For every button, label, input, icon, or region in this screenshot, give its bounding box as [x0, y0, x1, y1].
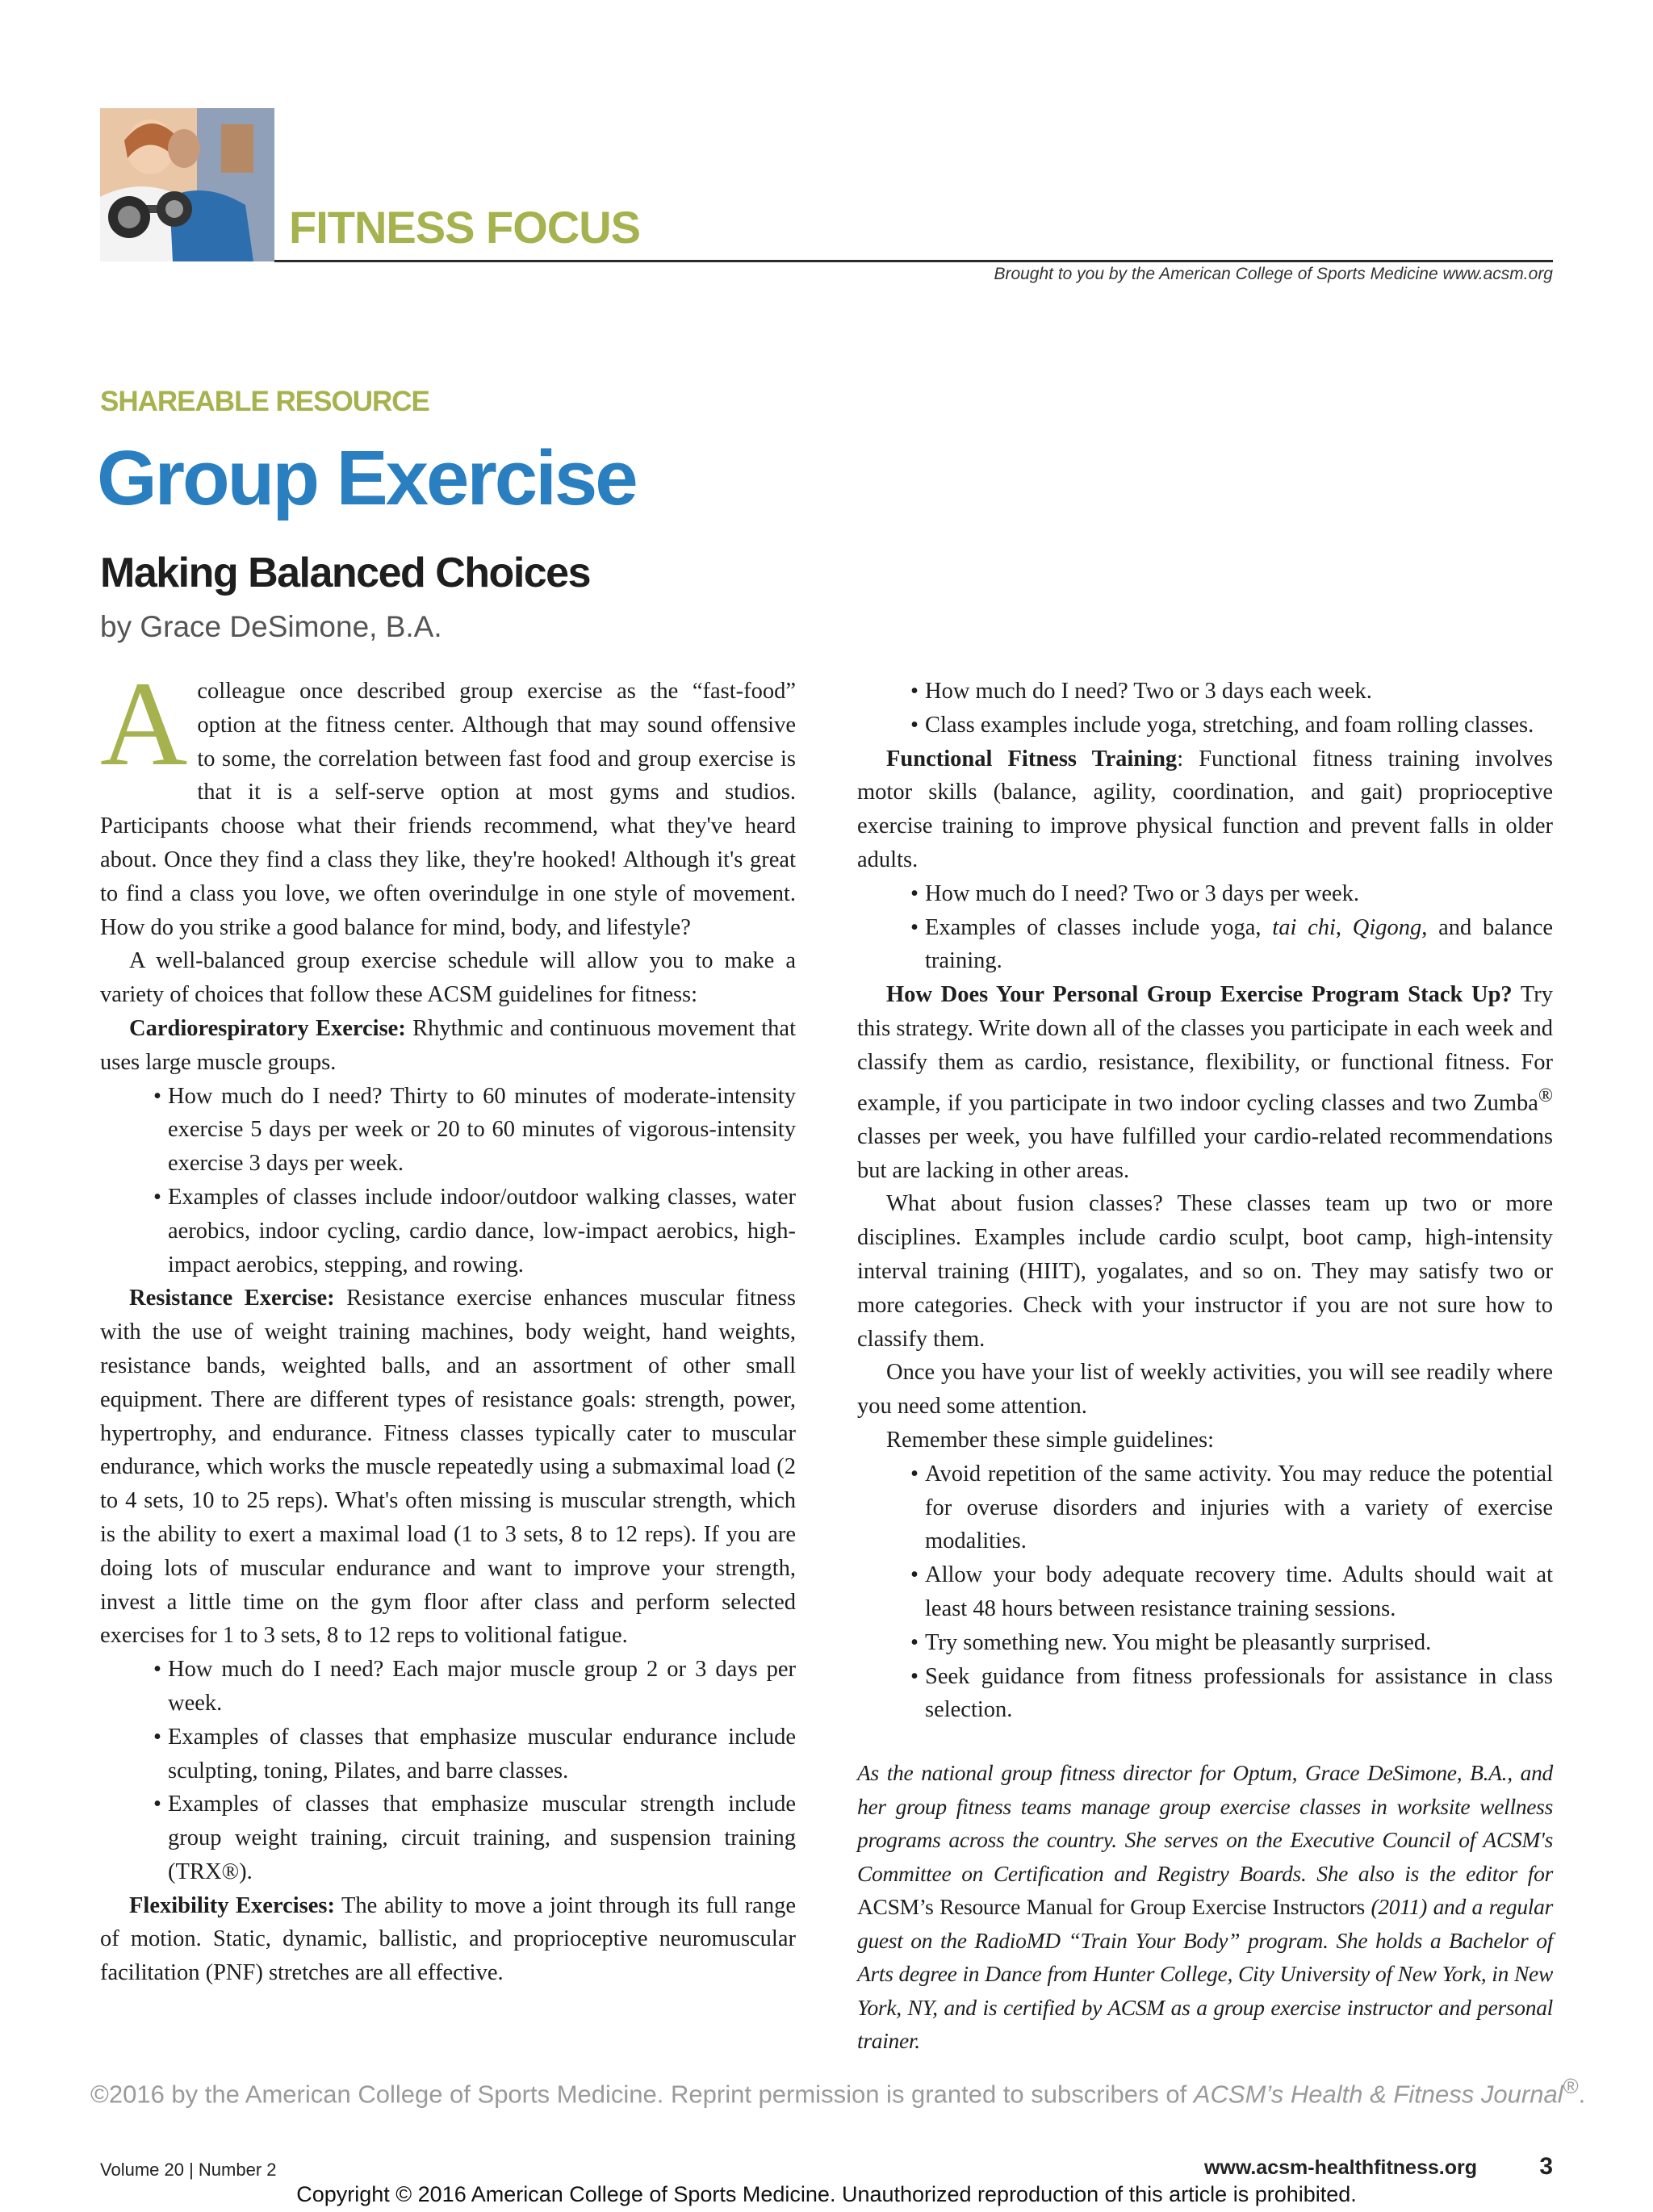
journal-website: www.acsm-healthfitness.org [1203, 2156, 1477, 2179]
cardio-heading: Cardiorespiratory Exercise: [129, 1015, 406, 1041]
list-item: • Try something new. You might be pleasantly surprised. [857, 1626, 1553, 1660]
list-item: • How much do I need? Two or 3 days each week. [857, 675, 1553, 709]
copyright-notice: Copyright © 2016 American College of Sports Medicine. Unauthorized reproduction of this article is prohibited. [296, 2182, 1357, 2206]
header-rule [274, 260, 1553, 262]
list-item: • Examples of classes that emphasize muscular endurance include sculpting, toning, Pilates, and barre classes. [100, 1721, 796, 1788]
resistance-heading: Resistance Exercise: [129, 1286, 335, 1311]
weekly-list-paragraph: Once you have your list of weekly activities, you will see readily where you need some attention. [857, 1360, 1553, 1420]
registered-mark: ® [1563, 2076, 1579, 2098]
flexibility-text: The ability to move a joint through its full range of motion. Static, dynamic, ballistic, and proprioceptive neuromuscular facilitation (PNF) stretches are all effective. [100, 1892, 796, 1986]
stack-up-heading: How Does Your Personal Group Exercise Program Stack Up? [886, 982, 1513, 1008]
paragraph-2: A well-balanced group exercise schedule will allow you to make a variety of choices that follow these ACSM guidelines for fitness: [100, 948, 796, 1008]
drop-cap: A [100, 657, 188, 791]
left-column [100, 657, 796, 1990]
article-byline: by Grace DeSimone, B.A. [100, 610, 442, 643]
resistance-list [100, 1653, 796, 1889]
list-item: • Class examples include yoga, stretching, and foam rolling classes. [857, 709, 1553, 742]
list-item-text: , [1335, 914, 1353, 940]
list-item [857, 911, 1553, 979]
brought-to-you-by: Brought to you by the American College of Sports Medicine www.acsm.org [994, 265, 1553, 283]
list-item-text: Examples of classes include yoga, [925, 914, 1273, 940]
bio-text: As the national group fitness director for Optum, Grace DeSimone, B.A., and her group fitness teams manage group exercise classes in worksite wellness programs across the country. She serves on the Executive Council of ACSM's Committee on Certification and Registry Boards. She also is the editor for [857, 1760, 1553, 1886]
functional-text: : Functional fitness training involves motor skills (balance, agility, coordination, and gait) proprioceptive exercise training to improve physical function and prevent falls in older adults. [857, 746, 1553, 872]
cardio-paragraph [100, 1012, 796, 1080]
right-column [857, 675, 1553, 2058]
cardio-list [100, 1080, 796, 1282]
list-item-text: , and balance training. [925, 914, 1553, 974]
cardio-text: Rhythmic and continuous movement that uses large muscle groups. [100, 1015, 796, 1075]
flexibility-heading: Flexibility Exercises: [129, 1892, 335, 1918]
qigong-term: Qigong [1352, 914, 1422, 940]
flexibility-paragraph [100, 1889, 796, 1990]
intro-paragraph [100, 657, 796, 944]
article-subtitle: Making Balanced Choices [100, 550, 591, 596]
stack-up-text: classes per week, you have fulfilled your cardio-related recommendations but are lacking in other areas. [857, 1123, 1553, 1183]
list-item: • Examples of classes that emphasize muscular strength include group weight training, circuit training, and suspension training (TRX®). [100, 1788, 796, 1888]
functional-heading: Functional Fitness Training [886, 746, 1178, 771]
fusion-paragraph: What about fusion classes? These classes team up two or more disciplines. Examples include cardio sculpt, boot camp, high-intensity interval training (HIIT), yogalates, and so on. They may satisfy two or more categories. Check with your instructor if you are not sure how to classify them. [857, 1191, 1553, 1352]
resistance-text: Resistance exercise enhances muscular fitness with the use of weight training machines, body weight, hand weights, resistance bands, weighted balls, and an assortment of other small equipment. There are different types of resistance goals: strength, power, hypertrophy, and endurance. Fitness classes typically cater to muscular endurance, which works the muscle repeatedly using a submaximal load (2 to 4 sets, 10 to 25 reps). What's often missing is muscular strength, which is the ability to exert a maximal load (1 to 3 sets, 8 to 12 reps). If you are doing lots of muscular endurance and want to improve your strength, invest a little time on the gym floor after class and perform selected exercises for 1 to 3 sets, 8 to 12 reps to volitional fatigue. [100, 1286, 796, 1649]
list-item: • Seek guidance from fitness professionals for assistance in class selection. [857, 1660, 1553, 1728]
list-item: • Allow your body adequate recovery time. Adults should wait at least 48 hours between resistance training sessions. [857, 1558, 1553, 1626]
reprint-copyright [90, 2076, 1586, 2109]
guidelines-intro: Remember these simple guidelines: [886, 1428, 1215, 1453]
journal-name: ACSM’s Health & Fitness Journal [1193, 2080, 1563, 2109]
header-photo [100, 108, 274, 261]
list-item: • How much do I need? Each major muscle group 2 or 3 days per week. [100, 1653, 796, 1721]
copyright-end: . [1578, 2080, 1586, 2109]
functional-paragraph [857, 742, 1553, 877]
stack-up-paragraph [857, 978, 1553, 1187]
copyright-text: ©2016 by the American College of Sports Medicine. Reprint permission is granted to subscribers of [90, 2080, 1194, 2109]
stack-up-text: Try this strategy. Write down all of the classes you participate in each week and classify them as cardio, resistance, flexibility, or functional fitness. For example, if you participate in two indoor cycling classes and two Zumba [857, 982, 1553, 1116]
guidelines-list [857, 1457, 1553, 1727]
author-bio [857, 1756, 1553, 2058]
list-item: • Examples of classes include indoor/outdoor walking classes, water aerobics, indoor cycling, cardio dance, low-impact aerobics, high-impact aerobics, stepping, and rowing. [100, 1181, 796, 1282]
list-item: • Avoid repetition of the same activity. You may reduce the potential for overuse disorders and injuries with a variety of exercise modalities. [857, 1457, 1553, 1558]
functional-list [857, 877, 1553, 978]
flexibility-list [857, 675, 1553, 742]
volume-number: Volume 20 | Number 2 [100, 2160, 277, 2180]
section-kicker: SHAREABLE RESOURCE [100, 386, 429, 417]
intro-text: colleague once described group exercise as the “fast-food” option at the fitness center. Although that may sound offensive to some, the correlation between fast food and group exercise is that it is a self-serve option at most gyms and studios. Participants choose what their friends recommend, what they've heard about. Once they find a class they like, they're hooked! Although it's great to find a class you love, we often overindulge in one style of movement. How do you strike a good balance for mind, body, and lifestyle? [100, 679, 796, 940]
registered-mark: ® [1538, 1085, 1553, 1106]
brand-logo-text: FITNESS FOCUS [289, 202, 641, 253]
list-item: • How much do I need? Two or 3 days per week. [857, 877, 1553, 911]
article-title: Group Exercise [97, 435, 636, 521]
page-number: 3 [1539, 2153, 1553, 2180]
resistance-paragraph [100, 1282, 796, 1653]
list-item: • How much do I need? Thirty to 60 minutes of moderate-intensity exercise 5 days per week or 20 to 60 minutes of vigorous-intensity exercise 3 days per week. [100, 1080, 796, 1181]
bio-text: (2011) and a regular guest on the RadioMD “Train Your Body” program. She holds a Bachelor of Arts degree in Dance from Hunter College, City University of New York, in New York, NY, and is certified by ACSM as a group exercise instructor and personal trainer. [857, 1894, 1553, 2054]
tai-chi-term: tai chi [1272, 914, 1336, 940]
bio-book-title: ACSM’s Resource Manual for Group Exercise Instructors [857, 1894, 1365, 1920]
